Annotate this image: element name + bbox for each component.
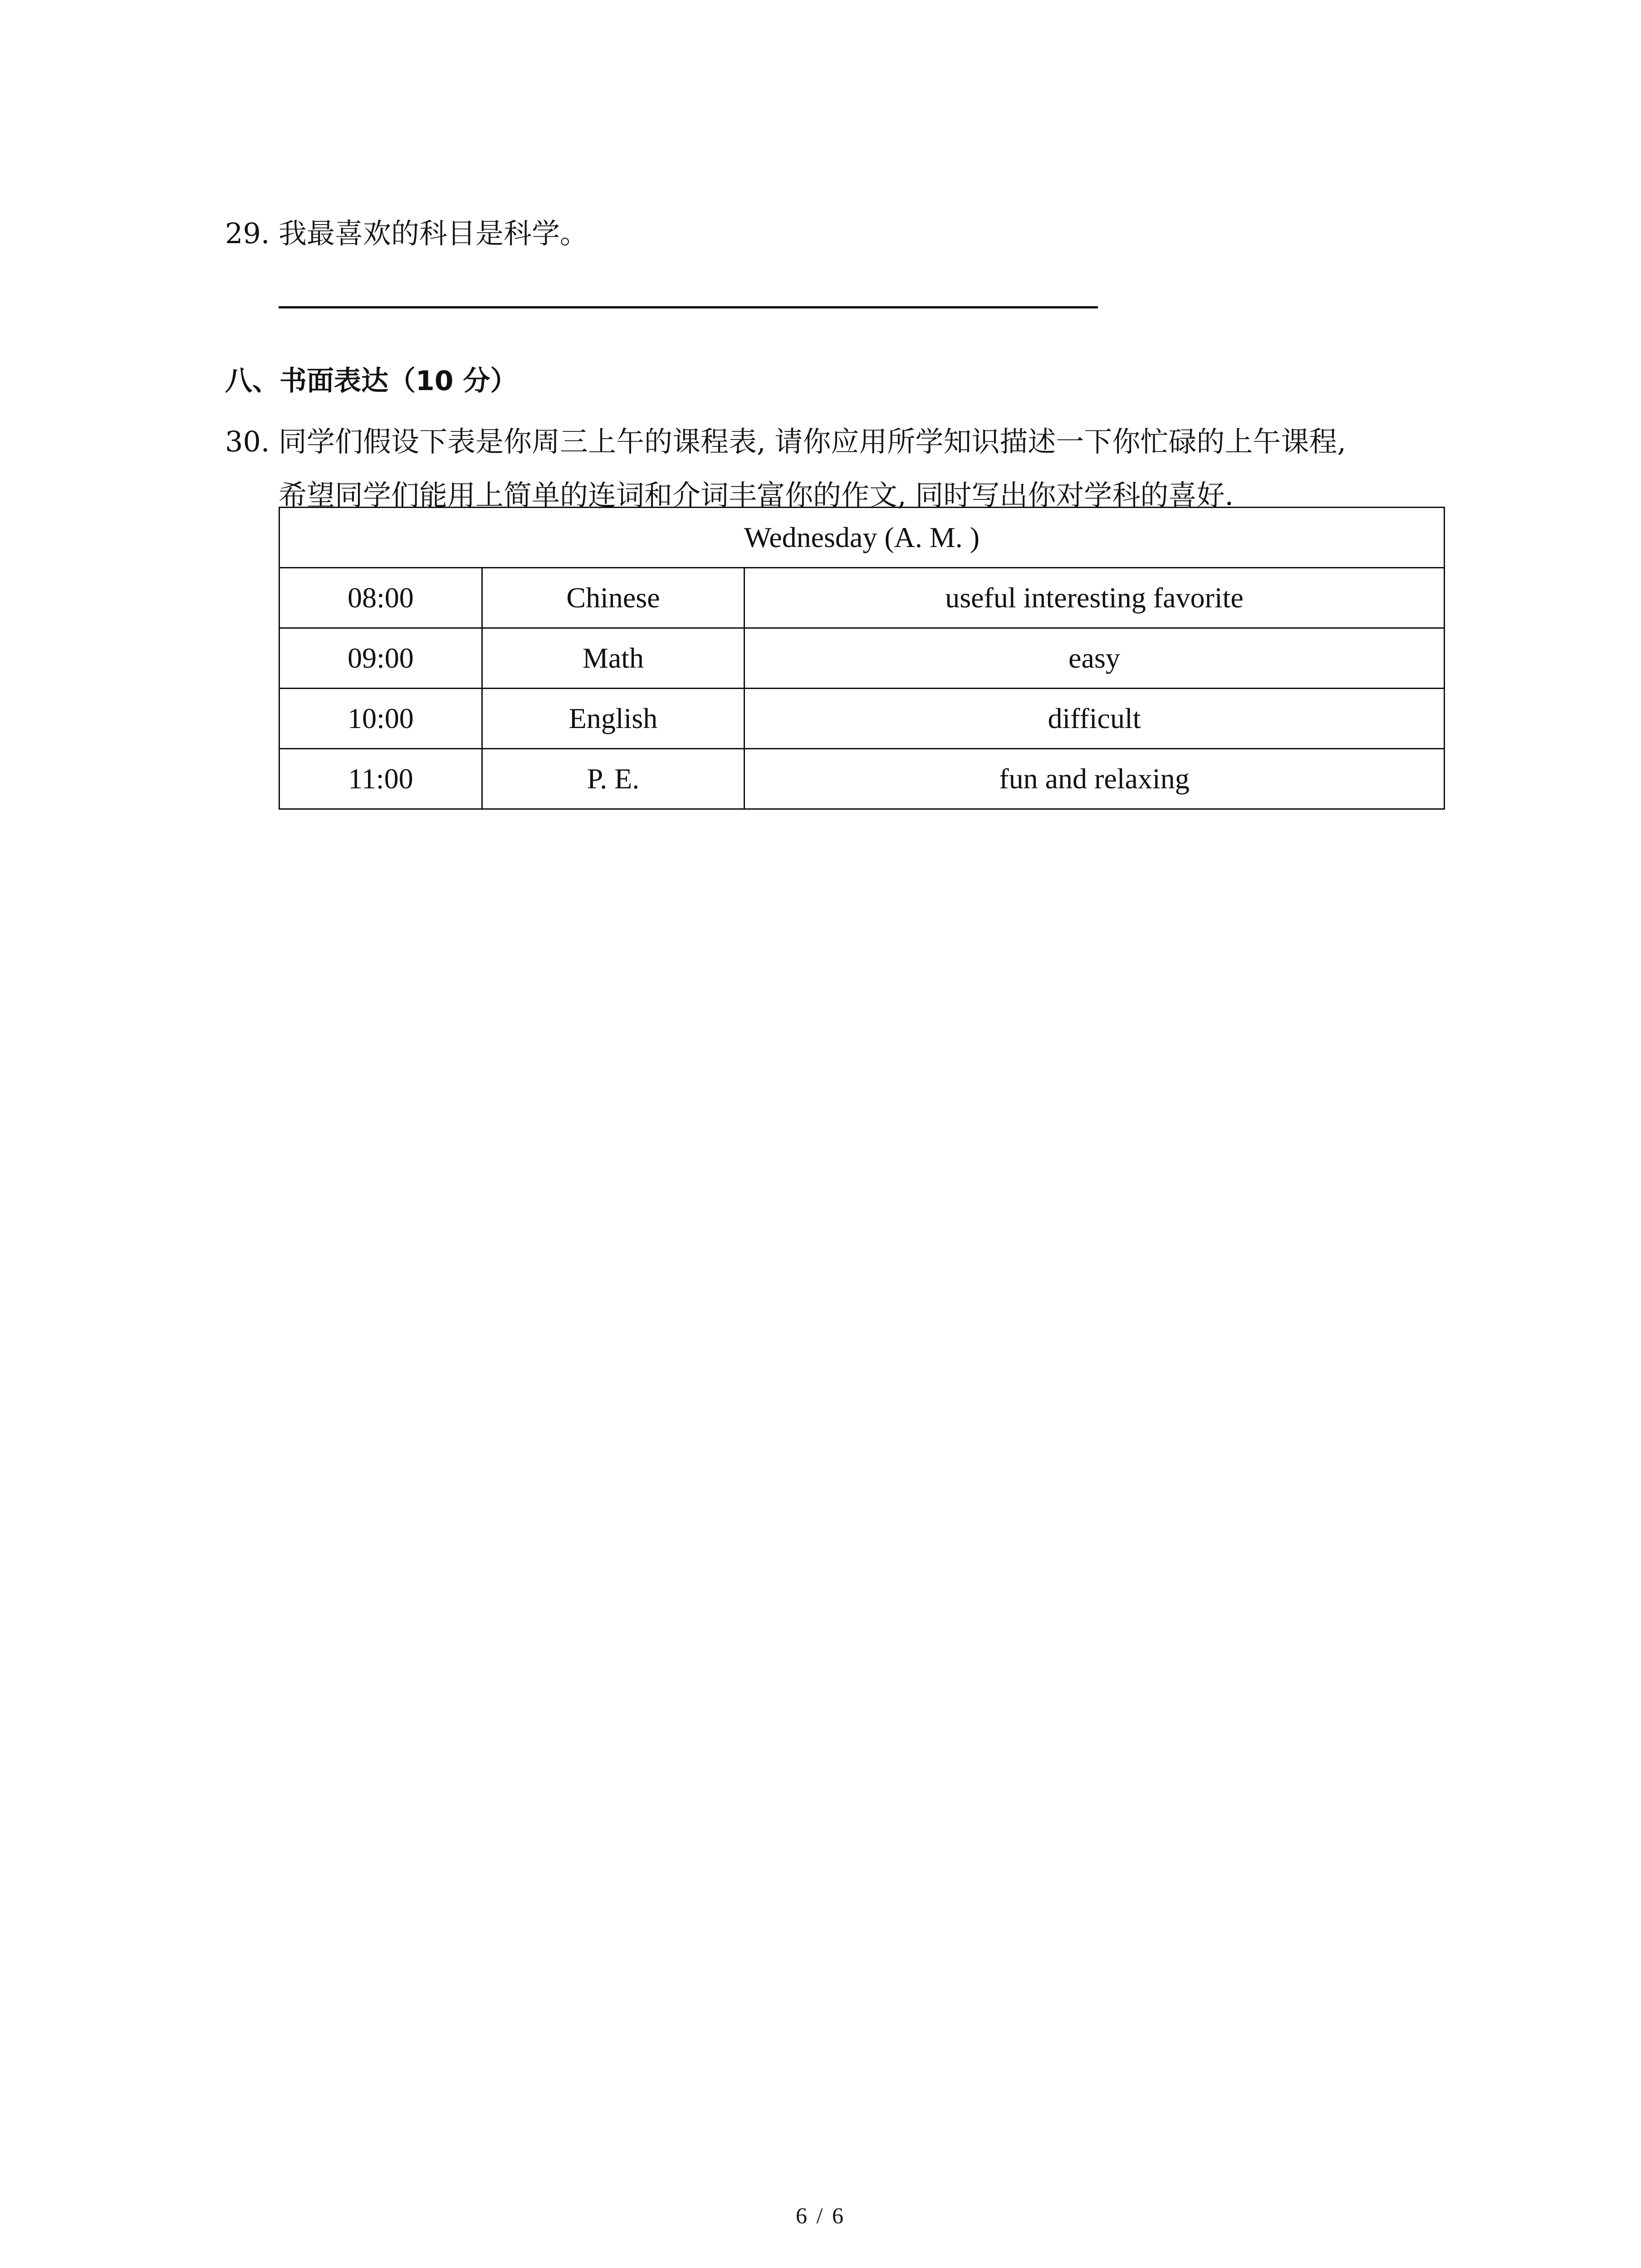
question-number: 30. (225, 425, 270, 458)
question-text: 我最喜欢的科目是科学。 (279, 217, 588, 250)
table-row (279, 628, 1445, 689)
time-cell: 10:00 (279, 689, 482, 749)
time-cell: 11:00 (279, 749, 482, 809)
table-row (279, 689, 1445, 749)
question-30 (225, 415, 1346, 522)
table-header: Wednesday (A. M. ) (279, 508, 1445, 568)
description-cell: useful interesting favorite (745, 568, 1445, 628)
question-line-1 (225, 415, 1346, 469)
subject-cell: English (482, 689, 745, 749)
question-number: 29. (225, 217, 270, 250)
description-cell: difficult (745, 689, 1445, 749)
question-line-2: 希望同学们能用上简单的连词和介词丰富你的作文, 同时写出你对学科的喜好. (279, 479, 1234, 512)
page-number: 6 / 6 (796, 2203, 845, 2228)
time-cell: 08:00 (279, 568, 482, 628)
table-header-row (279, 508, 1445, 568)
table-row (279, 749, 1445, 809)
table-row (279, 568, 1445, 628)
subject-cell: Math (482, 628, 745, 689)
answer-line[interactable] (279, 306, 1098, 308)
question-29 (225, 213, 588, 254)
description-cell: easy (745, 628, 1445, 689)
description-cell: fun and relaxing (745, 749, 1445, 809)
subject-cell: Chinese (482, 568, 745, 628)
question-text: 同学们假设下表是你周三上午的课程表, 请你应用所学知识描述一下你忙碌的上午课程, (279, 425, 1347, 458)
section-heading: 八、书面表达（10 分） (225, 365, 518, 397)
subject-cell: P. E. (482, 749, 745, 809)
time-cell: 09:00 (279, 628, 482, 689)
schedule-table (279, 507, 1445, 810)
